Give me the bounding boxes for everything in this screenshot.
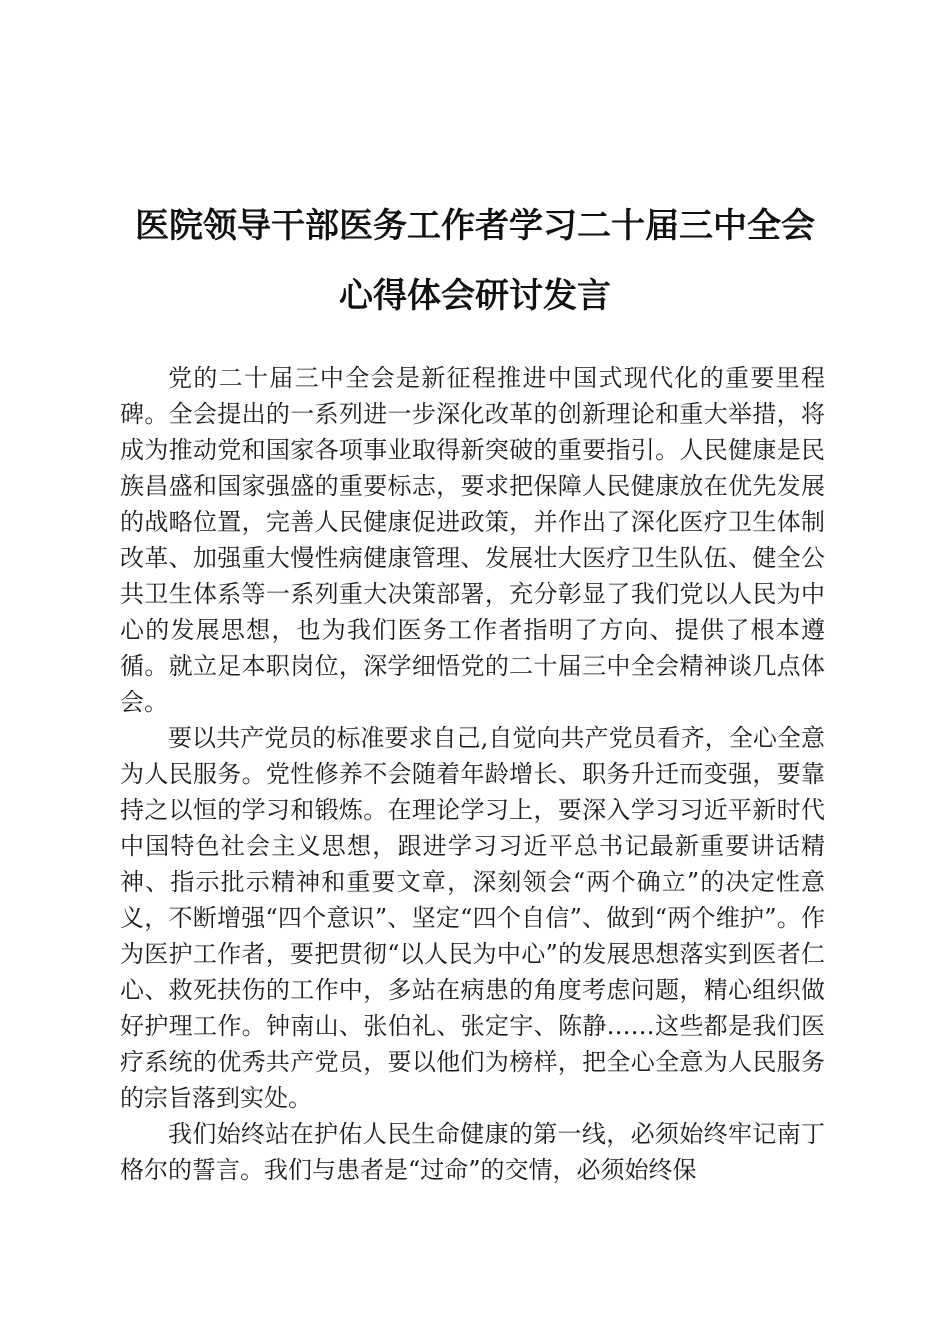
paragraph-2: 要以共产党员的标准要求自己,自觉向共产党员看齐，全心全意为人民服务。党性修养不会随着年龄增长、职务升迁而变强，要靠持之以恒的学习和锻炼。在理论学习上，要深入学习习近平新时代中国特色社会主义思想，跟进学习习近平总书记最新重要讲话精神、指示批示精神和重要文章，深刻领会“两个确立”的决定性意义，不断增强“四个意识”、坚定“四个自信”、做到“两个维护”。作为医护工作者，要把贯彻“以人民为中心”的发展思想落实到医者仁心、救死扶伤的工作中，多站在病患的角度考虑问题，精心组织做好护理工作。钟南山、张伯礼、张定宇、陈静……这些都是我们医疗系统的优秀共产党员，要以他们为榜样，把全心全意为人民服务的宗旨落到实处。	[120, 724, 825, 1112]
paragraph-3: 我们始终站在护佑人民生命健康的第一线，必须始终牢记南丁格尔的誓言。我们与患者是“过命”的交情，必须始终保	[120, 1120, 825, 1184]
paragraph-1: 党的二十届三中全会是新征程推进中国式现代化的重要里程碑。全会提出的一系列进一步深化改革的创新理论和重大举措，将成为推动党和国家各项事业取得新突破的重要指引。人民健康是民族昌盛和国家强盛的重要标志，要求把保障人民健康放在优先发展的战略位置，完善人民健康促进政策，并作出了深化医疗卫生体制改革、加强重大慢性病健康管理、发展壮大医疗卫生队伍、健全公共卫生体系等一系列重大决策部署，充分彰显了我们党以人民为中心的发展思想，也为我们医务工作者指明了方向、提供了根本遵循。就立足本职岗位，深学细悟党的二十届三中全会精神谈几点体会。	[120, 364, 825, 716]
document-title-line-2: 心得体会研讨发言	[339, 276, 611, 316]
document-title-line-1: 医院领导干部医务工作者学习二十届三中全会	[135, 206, 815, 246]
document-body	[120, 360, 825, 1188]
